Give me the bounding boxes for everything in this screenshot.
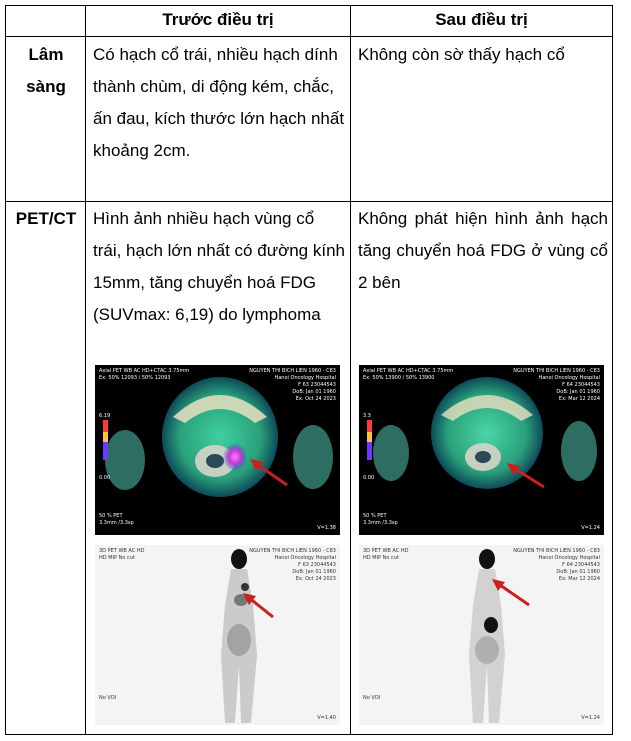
scan-date: Ex: Mar 12 2024 — [558, 576, 600, 582]
scan-pct: 50 % PET — [99, 513, 123, 519]
row-label-petct: PET/CT — [15, 209, 77, 228]
table-border-top — [5, 5, 613, 6]
scale-bottom: 0.00 — [99, 475, 111, 481]
scan-date: Ex: Mar 12 2024 — [558, 396, 600, 402]
scan-title: 3D PET WB AC HD — [99, 548, 145, 554]
scan-v: V=1.40 — [317, 715, 336, 721]
table-row-divider — [5, 36, 613, 37]
scan-window: Ex: 50% 13900 / 50% 13900 — [363, 375, 435, 381]
scan-mode: HD MIP No cut — [99, 555, 135, 561]
scale-top: 6.19 — [99, 413, 111, 419]
scan-id: F 63 23044543 — [298, 382, 336, 388]
scan-patient: NGUYEN THI BICH LIEN 1960 - C83 — [249, 368, 336, 374]
scan-hospital: Hanoi Oncology Hospital — [538, 375, 600, 381]
petct-after-text: Không phát hiện hình ảnh hạch tăng chuyển hoá FDG ở vùng cổ 2 bên — [358, 209, 608, 292]
scan-dob: DoB: Jan 01 1960 — [292, 389, 336, 395]
scan-pct: 50 % PET — [363, 513, 387, 519]
petct-before-text: Hình ảnh nhiều hạch vùng cổ trái, hạch lớn nhất có đường kính 15mm, tăng chuyển hoá FDG (SUVmax: 6,19) do lymphoma — [93, 209, 345, 324]
scan-patient: NGUYEN THI BICH LIEN 1960 - C83 — [249, 548, 336, 554]
scan-hospital: Hanoi Oncology Hospital — [538, 555, 600, 561]
scan-mode: HD MIP No cut — [363, 555, 399, 561]
scale-top: 3.3 — [363, 413, 371, 419]
scan-hospital: Hanoi Oncology Hospital — [274, 555, 336, 561]
scan-dob: DoB: Jan 01 1960 — [292, 569, 336, 575]
scan-id: F 63 23044543 — [298, 562, 336, 568]
scan-id: F 64 23044543 — [562, 562, 600, 568]
row-label-clinical: Lâm sàng — [26, 45, 66, 96]
scan-thickness: 3.3mm /3.3sp — [363, 520, 398, 526]
scan-novoi: No VOI — [99, 695, 117, 701]
scan-v: V=1.38 — [317, 525, 336, 531]
scan-window: Ex: 50% 12093 / 50% 12093 — [99, 375, 171, 381]
scan-title: Axial PET WB AC HD+CTAC 3.75mm — [363, 368, 454, 374]
pet-mip-before-image — [95, 545, 340, 725]
scan-title: 3D PET WB AC HD — [363, 548, 409, 554]
table-col-divider — [350, 5, 351, 735]
scan-novoi: No VOI — [363, 695, 381, 701]
pet-axial-after-image — [359, 365, 604, 535]
scan-date: Ex: Oct 24 2023 — [295, 396, 336, 402]
clinical-after-text: Không còn sờ thấy hạch cổ — [358, 45, 565, 64]
comparison-table — [5, 5, 613, 735]
scan-v: V=1.24 — [581, 715, 600, 721]
scan-title: Axial PET WB AC HD+CTAC 3.75mm — [99, 368, 190, 374]
scan-dob: DoB: Jan 01 1960 — [556, 389, 600, 395]
scan-thickness: 3.3mm /3.3sp — [99, 520, 134, 526]
scan-patient: NGUYEN THI BICH LIEN 1960 - C83 — [513, 368, 600, 374]
pet-mip-after-image — [359, 545, 604, 725]
scan-v: V=1.24 — [581, 525, 600, 531]
header-after: Sau điều trị — [435, 10, 528, 29]
table-row-divider — [5, 201, 613, 202]
scan-patient: NGUYEN THI BICH LIEN 1960 - C83 — [513, 548, 600, 554]
table-border-right — [612, 5, 613, 735]
table-border-bottom — [5, 734, 613, 735]
table-border-left — [5, 5, 6, 735]
scan-date: Ex: Oct 24 2023 — [295, 576, 336, 582]
scan-id: F 64 23044543 — [562, 382, 600, 388]
scan-hospital: Hanoi Oncology Hospital — [274, 375, 336, 381]
pet-axial-before-image — [95, 365, 340, 535]
table-col-divider — [85, 5, 86, 735]
header-before: Trước điều trị — [162, 10, 274, 29]
clinical-before-text: Có hạch cổ trái, nhiều hạch dính thành chùm, di động kém, chắc, ấn đau, kích thước lớn hạch nhất khoảng 2cm. — [93, 45, 345, 160]
scan-dob: DoB: Jan 01 1960 — [556, 569, 600, 575]
scale-bottom: 0.00 — [363, 475, 375, 481]
